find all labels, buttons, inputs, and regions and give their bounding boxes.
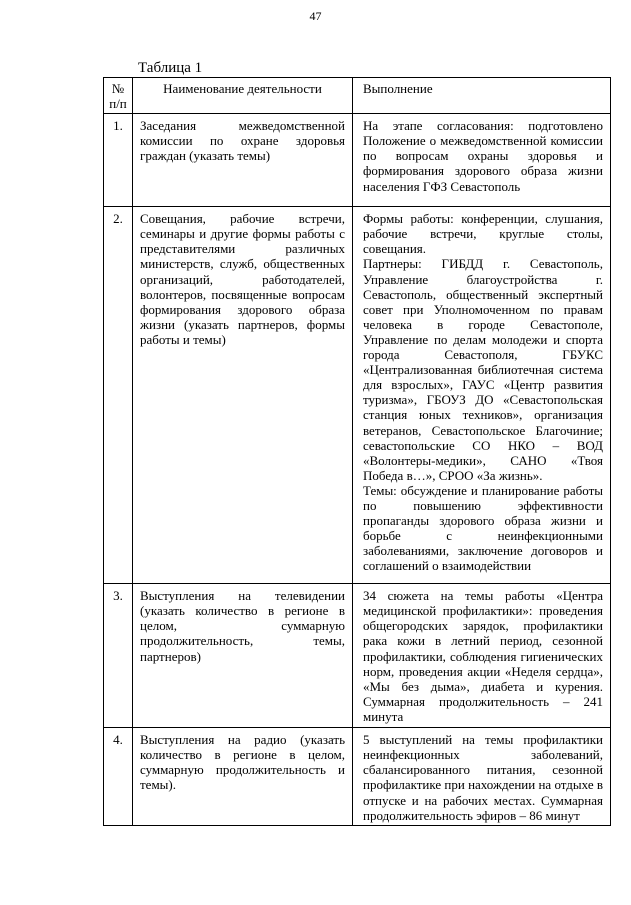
activity-name: Заседания межведомственной комиссии по охране здоровья граждан (указать темы) [133,114,353,207]
table-caption: Таблица 1 [138,60,203,76]
table-row [104,728,611,826]
execution-paragraph: 34 сюжета на темы работы «Центра медицинской профилактики»: проведения общегородских зарядок, профилактики рака кожи в летний период, сезонной профилактики, соблюдения гигиенических норм, проведения акции «Неделя сердца», «Мы без дыма», диабета и курения. Суммарная продолжительность – 241 минута [363,588,603,724]
activity-name: Выступления на телевидении (указать количество в регионе в целом, суммарную продолжительность, темы, партнеров) [133,584,353,728]
header-name-cell: Наименование деятельности [133,78,353,114]
header-num-label: п/п [109,96,127,112]
table-row [104,114,611,207]
header-num-cell [104,78,133,114]
execution-topics-paragraph: Темы: обсуждение и планирование работы по повышению эффективности пропаганды здорового образа жизни и борьбе с неинфекционными заболеваниями, заключение договоров и соглашений о взаимодействии [363,482,603,574]
activity-execution [353,114,611,207]
execution-partners-paragraph: Партнеры: ГИБДД г. Севастополь, Управление благоустройства г. Севастополь, общественный экспертный совет при Уполномоченном по правам человека в городе Севастополе, Управление по делам молодежи и спорта города Севастополя, ГБУКС «Централизованная библиотечная система для взрослых», ГАУС «Центр развития туризма», ГБОУЗ ДО «Севастопольская станция юных техников», организация ветеранов, Севастопольское Благочиние; севастопольские СО НКО – ВОД «Волонтеры-медики», САНО «Твоя Победа в…», СРОО «За жизнь». [363,256,603,483]
header-execution-cell: Выполнение [353,78,611,114]
row-number: 2. [104,207,133,584]
execution-forms-paragraph: Формы работы: конференции, слушания, рабочие встречи, круглые столы, совещания. [363,211,603,257]
activity-name: Выступления на радио (указать количество в регионе в целом, суммарную продолжительность и темы). [133,728,353,826]
header-num-symbol: № [111,81,125,96]
execution-paragraph: 5 выступлений на темы профилактики неинфекционных заболеваний, сбалансированного питания, сезонной профилактике при нахождении на отдыхе в отпуске и на рабочих местах. Суммарная продолжительность эфиров – 86 минут [363,732,603,823]
row-number: 1. [104,114,133,207]
execution-paragraph: На этапе согласования: подготовлено Положение о межведомственной комиссии по вопросам охраны здоровья и формирования здорового образа жизни населения ГФЗ Севастополь [363,118,603,194]
table-row [104,207,611,584]
activity-table [103,77,611,826]
activity-name: Совещания, рабочие встречи, семинары и другие формы работы с представителями различных министерств, служб, общественных организаций, работодателей, волонтеров, посвященные вопросам формирования здорового образа жизни (указать партнеров, формы работы и темы) [133,207,353,584]
activity-execution [353,207,611,584]
table-header-row [104,78,611,114]
row-number: 4. [104,728,133,826]
page-number: 47 [309,9,322,23]
table-row [104,584,611,728]
row-number: 3. [104,584,133,728]
activity-execution [353,728,611,826]
activity-execution [353,584,611,728]
